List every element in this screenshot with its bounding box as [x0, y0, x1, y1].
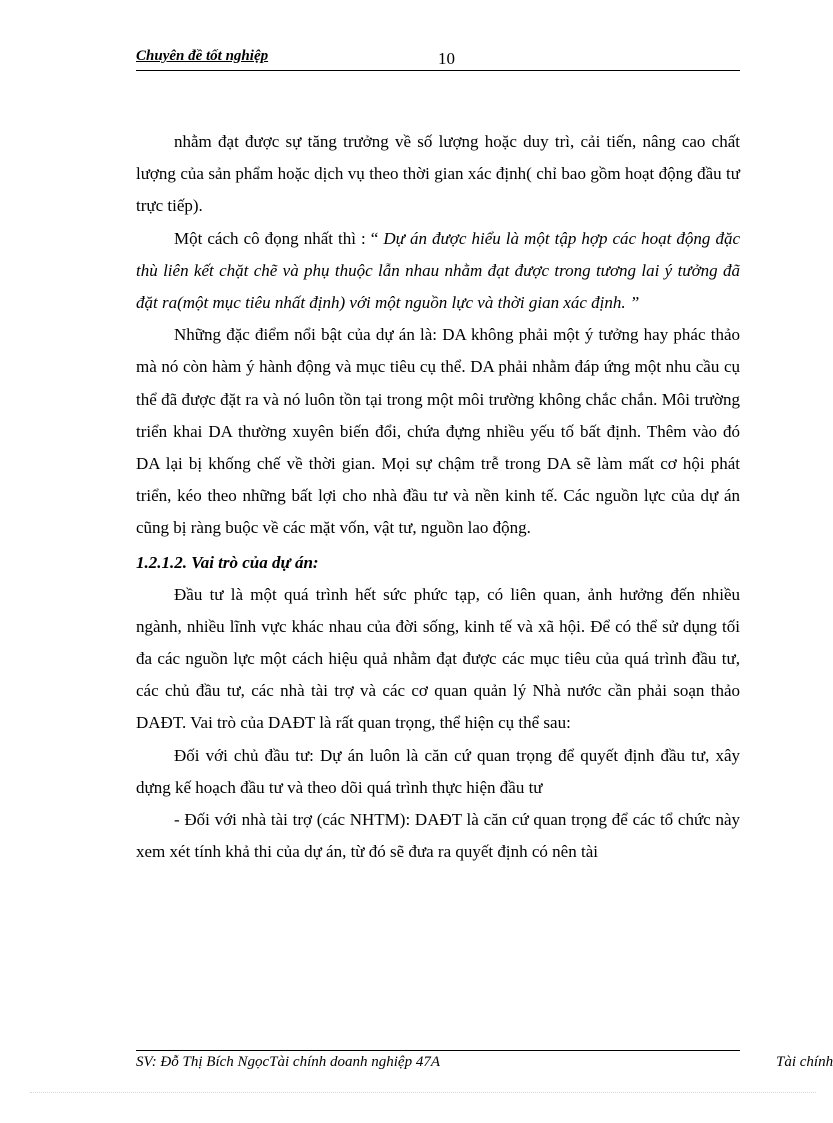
page-edge-divider	[30, 1092, 816, 1093]
paragraph-investor: Đối với chủ đầu tư: Dự án luôn là căn cứ quan trọng để quyết định đầu tư, xây dựng kế hoạch đầu tư và theo dõi quá trình thực hiện đầu tư	[136, 745, 740, 797]
section-heading: 1.2.1.2. Vai trò của dự án:	[136, 552, 319, 572]
footer-divider	[136, 1050, 740, 1051]
paragraph-continuation: nhằm đạt được sự tăng trưởng về số lượng hoặc duy trì, cải tiến, nâng cao chất lượng của sản phẩm hoặc dịch vụ theo thời gian xác định( chỉ bao gồm hoạt động đầu tư trực tiếp).	[136, 132, 740, 216]
paragraph-characteristics: Những đặc điểm nổi bật của dự án là: DA không phải một ý tưởng hay phác thảo mà nó còn hàm ý hành động và mục tiêu cụ thể. DA phải nhằm đáp ứng một nhu cầu cụ thể đã được đặt ra và nó luôn tồn tại trong một môi trường không chắc chắn. Môi trường triển khai DA thường xuyên biến đổi, chứa đựng nhiều yếu tố bất định. Thêm vào đó DA lại bị khống chế về thời gian. Mọi sự chậm trễ trong DA sẽ làm mất cơ hội phát triển, kéo theo những bất lợi cho nhà đầu tư và nền kinh tế. Các nguồn lực của dự án cũng bị ràng buộc về các mặt vốn, vật tư, nguồn lao động.	[136, 325, 740, 538]
paragraph-sponsor: - Đối với nhà tài trợ (các NHTM): DAĐT là căn cứ quan trọng để các tổ chức này xem xét tính khả thi của dự án, từ đó sẽ đưa ra quyết định có nên tài	[136, 810, 740, 862]
paragraph-role: Đầu tư là một quá trình hết sức phức tạp, có liên quan, ảnh hưởng đến nhiều ngành, nhiều lĩnh vực khác nhau của đời sống, kinh tế và xã hội. Để có thể sử dụng tối đa các nguồn lực một cách hiệu quả nhằm đạt được các mục tiêu của quá trình đầu tư, các chủ đầu tư, các nhà tài trợ và các cơ quan quản lý Nhà nước cần phải soạn thảo DAĐT. Vai trò của DAĐT là rất quan trọng, thể hiện cụ thể sau:	[136, 584, 740, 733]
page-footer	[136, 1050, 833, 1080]
definition-lead: Một cách cô đọng nhất thì : “	[174, 228, 384, 248]
footer-right-text: Tài chính	[776, 1054, 833, 1070]
document-body	[136, 126, 740, 868]
header-title: Chuyên đề tốt nghiệp	[136, 48, 269, 64]
page-header	[136, 48, 740, 71]
paragraph-definition	[136, 223, 740, 320]
page-number: 10	[438, 49, 455, 68]
footer-author: SV: Đỗ Thị Bích NgọcTài chính doanh nghiệp 47A	[136, 1054, 440, 1070]
definition-quote: Dự án được hiểu là một tập hợp các hoạt động đặc thù liên kết chặt chẽ và phụ thuộc lẫn nhau nhằm đạt được trong tương lai ý tưởng đã đặt ra(một mục tiêu nhất định) với một nguồn lực và thời gian xác định. ”	[136, 228, 740, 313]
